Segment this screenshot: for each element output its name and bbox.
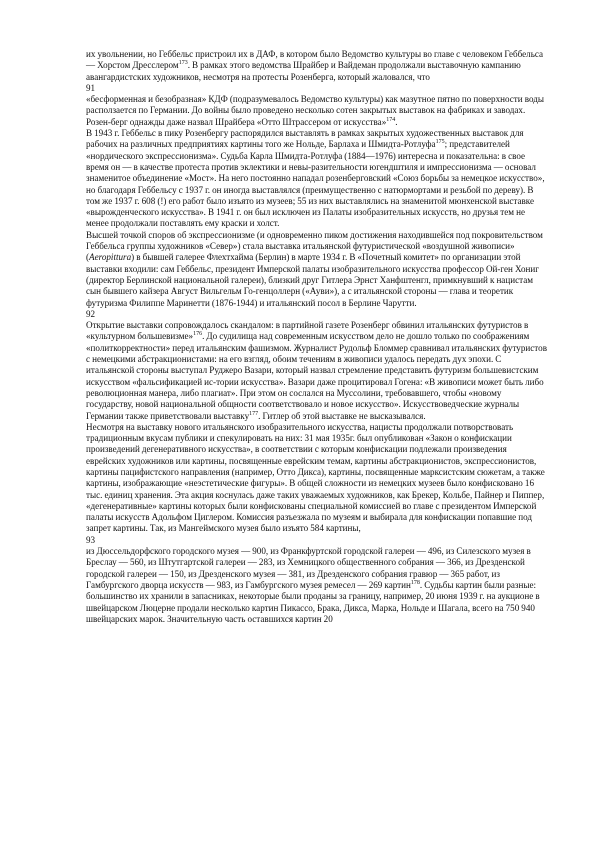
paragraph bbox=[86, 230, 548, 309]
text-run: ) в бывшей галерее Флехтхайма (Берлин) в марте 1934 г. В «Почетный комитет» по организации этой выставки входили: сам Геббельс, президент Имперской палаты изобразительного искусства профессор Ой-ген Хониг (директор Берлинской национальной галереи), близкий друг Гитлера Эрнст Ханфштенгл, примкнувший к нацистам сын бывшего кайзера Август Вильгельм Го-генцоллерн («Ауви»), а с итальянской стороны — глава и теоретик футуризма Филиппе Маринетти (1876-1944) и итальянский посол в Берлине Чарутти. bbox=[86, 252, 539, 308]
footnote-ref: 176 bbox=[193, 331, 203, 338]
text-run: их увольнении, но Геббельс пристроил их в ДАФ, в котором было Ведомство культуры во главе с человеком Геббельса — Хорстом Дресслером bbox=[86, 49, 544, 71]
text-run: . В рамках этого ведомства Шрайбер и Вайдеман продолжали выставочную кампанию авангардистских художников, несмотря на протесты Розенберга, который жаловался, что bbox=[86, 60, 521, 82]
document-page bbox=[86, 49, 548, 625]
footnote-ref: 174 bbox=[386, 116, 396, 123]
text-run: . Судьбы картин были разные: большинство их хранили в запасниках, некоторые были проданы за границу, например, 20 июня 1939 г. на аукционе в швейцарском Люцерне продали несколько картин Пикассо, Брака, Дикса, Марка, Нольде и Шагала, всего на 750 940 швейцарских марок. Значительную часть оставшихся картин 20 bbox=[86, 579, 540, 624]
paragraph bbox=[86, 49, 548, 83]
footnote-ref: 178 bbox=[410, 579, 420, 586]
paragraph bbox=[86, 320, 548, 422]
page-number: 91 bbox=[86, 82, 96, 93]
paragraph bbox=[86, 546, 548, 625]
text-run: В 1943 г. Геббельс в пику Розенбергу распорядился выставлять в рамках закрытых художественных выставок для рабочих на различных предприятиях картины того же Нольде, Барлаха и Шмидта-Ротлуфа bbox=[86, 128, 524, 150]
text-run: . Гитлер об этой выставке не высказывался. bbox=[258, 410, 426, 421]
page-number: 93 bbox=[86, 534, 96, 545]
text-run: Высшей точкой споров об экспрессионизме (и одновременно пиком достижения находившейся под покровительством Геббельса группы художников «Север») стала выставка итальянской футуристической «воздушной живописи» ( bbox=[86, 229, 543, 263]
text-run: Открытие выставки сопровождалось скандалом: в партийной газете Розенберг обвинил итальянских футуристов в «культурном большевизме» bbox=[86, 320, 529, 342]
text-run: . bbox=[395, 116, 398, 127]
italic-term: Aeropittura bbox=[89, 252, 132, 263]
paragraph bbox=[86, 128, 548, 230]
text-run: . До судилища над современным искусством дело не дошло только по соображениям «политкорректности» перед итальянским фашизмом. Журналист Рудольф Бломмер сравнивал итальянских футуристов с немецкими абстракционистами: на его взгляд, обоим течениям в живописи удалось передать дух эпохи. С итальянской стороны выступал Руджеро Вазари, который назвал стремление представить футуризм большевистским искусством «фальсификацией ис-тории искусства». Вазари даже процитировал Гогена: «В живописи может быть либо революционная манера, либо плагиат». При этом он сослался на Муссолини, требовавшего, чтобы «новому государству, новой национальной общности соответствовало и новое искусство». Искусствоведческие журналы Германии также приветствовали выставку bbox=[86, 331, 548, 421]
page-number: 92 bbox=[86, 308, 96, 319]
footnote-ref: 173 bbox=[178, 60, 188, 67]
paragraph bbox=[86, 94, 548, 128]
text-run: «бесформенная и безобразная» КДФ (подразумевалось Ведомство культуры) как мазутное пятно по поверхности воды расползается по Германии. До войны было проведено несколько сотен закрытых выставок на фабриках и заводах. Розен-берг однажды даже назвал Шрайбера «Отто Штрассером от искусства» bbox=[86, 94, 544, 127]
text-run: ; представителей «нордического экспрессионизма». Судьба Карла Шмидта-Ротлуфа (1884—1976) интересна и показательна: в свое время он — в качестве протеста против эклектики и невы-разительности югендштиля и импрессионизма — основал знаменитое объединение «Мост». На него постоянно нападал розенберговский «Союз борьбы за немецкое искусство», но благодаря Геббельсу с 1937 г. он иногда выставлялся (преимущественно с натюрмортами и резьбой по дереву). В том же 1937 г. 608 (!) его работ было изъято из музеев; 55 из них выставлялись на знаменитой мюнхенской выставке «вырожденческого искусства». В 1941 г. он был исключен из Палаты изобразительных искусств, но друзья тем не менее продолжали поставлять ему краски и холст. bbox=[86, 139, 545, 229]
footnote-ref: 177 bbox=[249, 410, 259, 417]
footnote-ref: 175 bbox=[435, 139, 445, 146]
paragraph bbox=[86, 422, 548, 535]
text-run: Несмотря на выставку нового итальянского изобразительного искусства, нацисты продолжали потворствовать традиционным вкусам публики и спекулировать на них: 31 мая 1935г. был опубликован «Закон о конфискации произведений дегенеративного искусства», в соответствии с которым конфискации подлежали произведения еврейских художников или картины, посвященные еврейским темам, картины абстракционистов, экспрессионистов, картины пацифистского направления (например, Отто Дикса), картины, посвященные марксистским сюжетам, а также картины, изображающие «неэстетические фигуры». В общей сложности из немецких музеев было конфисковано 16 тыс. единиц хранения. Эта акция коснулась даже таких уважаемых художников, как Брекер, Кольбе, Пайнер и Пиппер, «дегенеративные» картины которых были конфискованы специальной комиссией во главе с президентом Имперской палаты искусств Адольфом Циглером. Комиссия разъезжала по музеям и выбирала для конфискации попавшие под запрет картины. Так, из Мангеймского музея было изъято 584 картины, bbox=[86, 421, 545, 534]
text-run: из Дюссельдорфского городского музея — 900, из Франкфуртской городской галереи — 496, из Силезского музея в Бреслау — 560, из Штутгартской галереи — 283, из Хемницкого общественного собрания — 366, из Дрезденской городской галереи — 150, из Дрезденского музея — 381, из Дрезденского собрания гравюр — 365 работ, из Гамбургского дворца искусств — 983, из Гамбургского музея ремесел — 269 картин bbox=[86, 546, 531, 590]
